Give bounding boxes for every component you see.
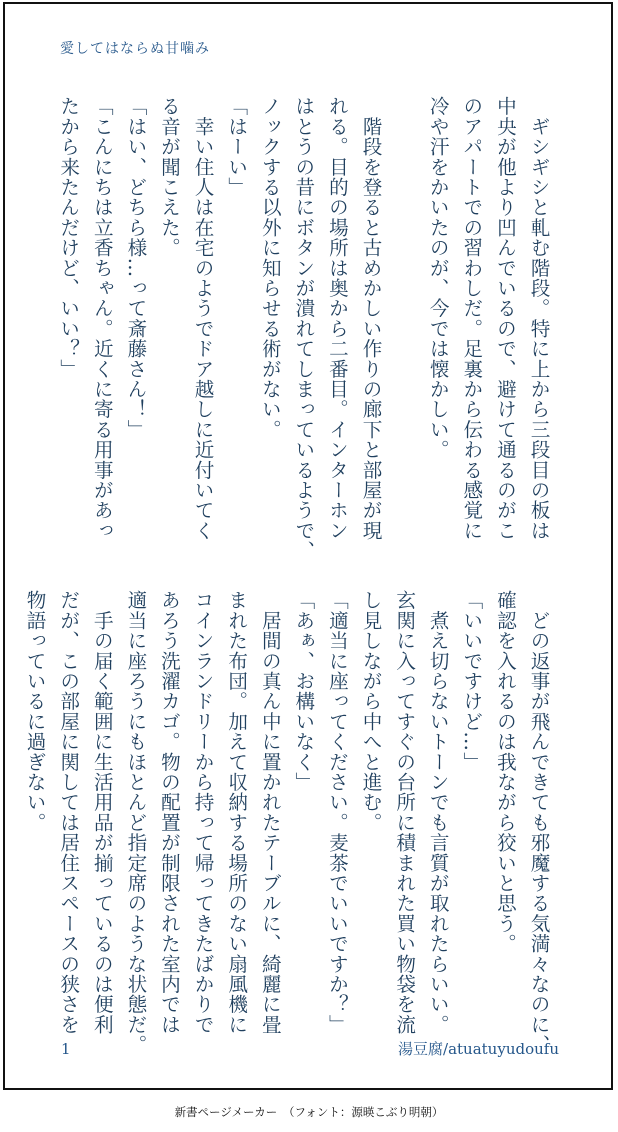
text-line: 中央が他より凹んでいるので、避けて通るのがこ bbox=[493, 96, 517, 541]
text-line: ノックする以外に知らせる術がない。 bbox=[258, 96, 282, 440]
text-line: 「適当に座ってください。麦茶でいいですか？」 bbox=[325, 590, 349, 1035]
text-line: 物語っているに過ぎない。 bbox=[23, 590, 47, 833]
text-line: コインランドリーから持って帰ってきたばかりで bbox=[191, 590, 215, 1035]
text-line: れる。目的の場所は奥から二番目。インターホン bbox=[325, 96, 349, 541]
body-text-top bbox=[51, 96, 555, 561]
text-line: 「いいですけど…」 bbox=[459, 590, 483, 772]
text-line: 手の届く範囲に生活用品が揃っているのは便利 bbox=[90, 590, 114, 1035]
page-frame bbox=[3, 2, 613, 1090]
text-line: たから来たんだけど、いい？」 bbox=[56, 96, 80, 379]
generator-credit: 新書ページメーカー （フォント：源暎こぶり明朝） bbox=[174, 1105, 444, 1119]
text-line: る音が聞こえた。 bbox=[157, 96, 181, 258]
text-line: 「はい、どちら様…って斎藤さん！」 bbox=[123, 96, 147, 440]
text-line: どの返事が飛んできても邪魔する気満々なのに、 bbox=[527, 590, 550, 1055]
text-line: のアパートでの習わしだ。足裏から伝わる感覚に bbox=[459, 96, 483, 541]
text-line: 適当に座ろうにもほとんど指定席のような状態だ。 bbox=[123, 590, 147, 1055]
text-line: はとうの昔にボタンが潰れてしまっているようで、 bbox=[291, 96, 315, 561]
text-line: 「こんにちは立香ちゃん。近くに寄る用事があっ bbox=[90, 96, 114, 541]
text-line: 玄関に入ってすぐの台所に積まれた買い物袋を流 bbox=[392, 590, 416, 1035]
text-line: ギシギシと軋む階段。特に上から三段目の板は bbox=[527, 96, 550, 541]
text-line: 「はーい」 bbox=[224, 96, 248, 197]
page-number: 1 bbox=[61, 1040, 71, 1058]
text-line: し見しながら中へと進む。 bbox=[359, 590, 383, 833]
text-line: あろう洗濯カゴ。物の配置が制限された室内では bbox=[157, 590, 181, 1035]
author-credit: 湯豆腐/atuatuyudoufu bbox=[398, 1040, 559, 1058]
text-line: 冷や汗をかいたのが、今では懐かしい。 bbox=[426, 96, 450, 460]
text-line: 確認を入れるのは我ながら狡いと思う。 bbox=[493, 590, 517, 954]
text-line: 階段を登ると古めかしい作りの廊下と部屋が現 bbox=[359, 96, 383, 541]
text-line: 居間の真ん中に置かれたテーブルに、綺麗に畳 bbox=[258, 590, 282, 1035]
text-line: 幸い住人は在宅のようでドア越しに近付いてく bbox=[191, 96, 215, 541]
text-line: 「あぁ、お構いなく」 bbox=[291, 590, 315, 792]
text-line: 煮え切らないトーンでも言質が取れたらいい。 bbox=[426, 590, 450, 1035]
text-line: まれた布団。加えて収納する場所のない扇風機に bbox=[224, 590, 248, 1035]
blank-line bbox=[387, 96, 421, 544]
text-line: だが、この部屋に関しては居住スペースの狭さを bbox=[56, 590, 80, 1035]
running-title: 愛してはならぬ甘噛み bbox=[60, 41, 210, 57]
